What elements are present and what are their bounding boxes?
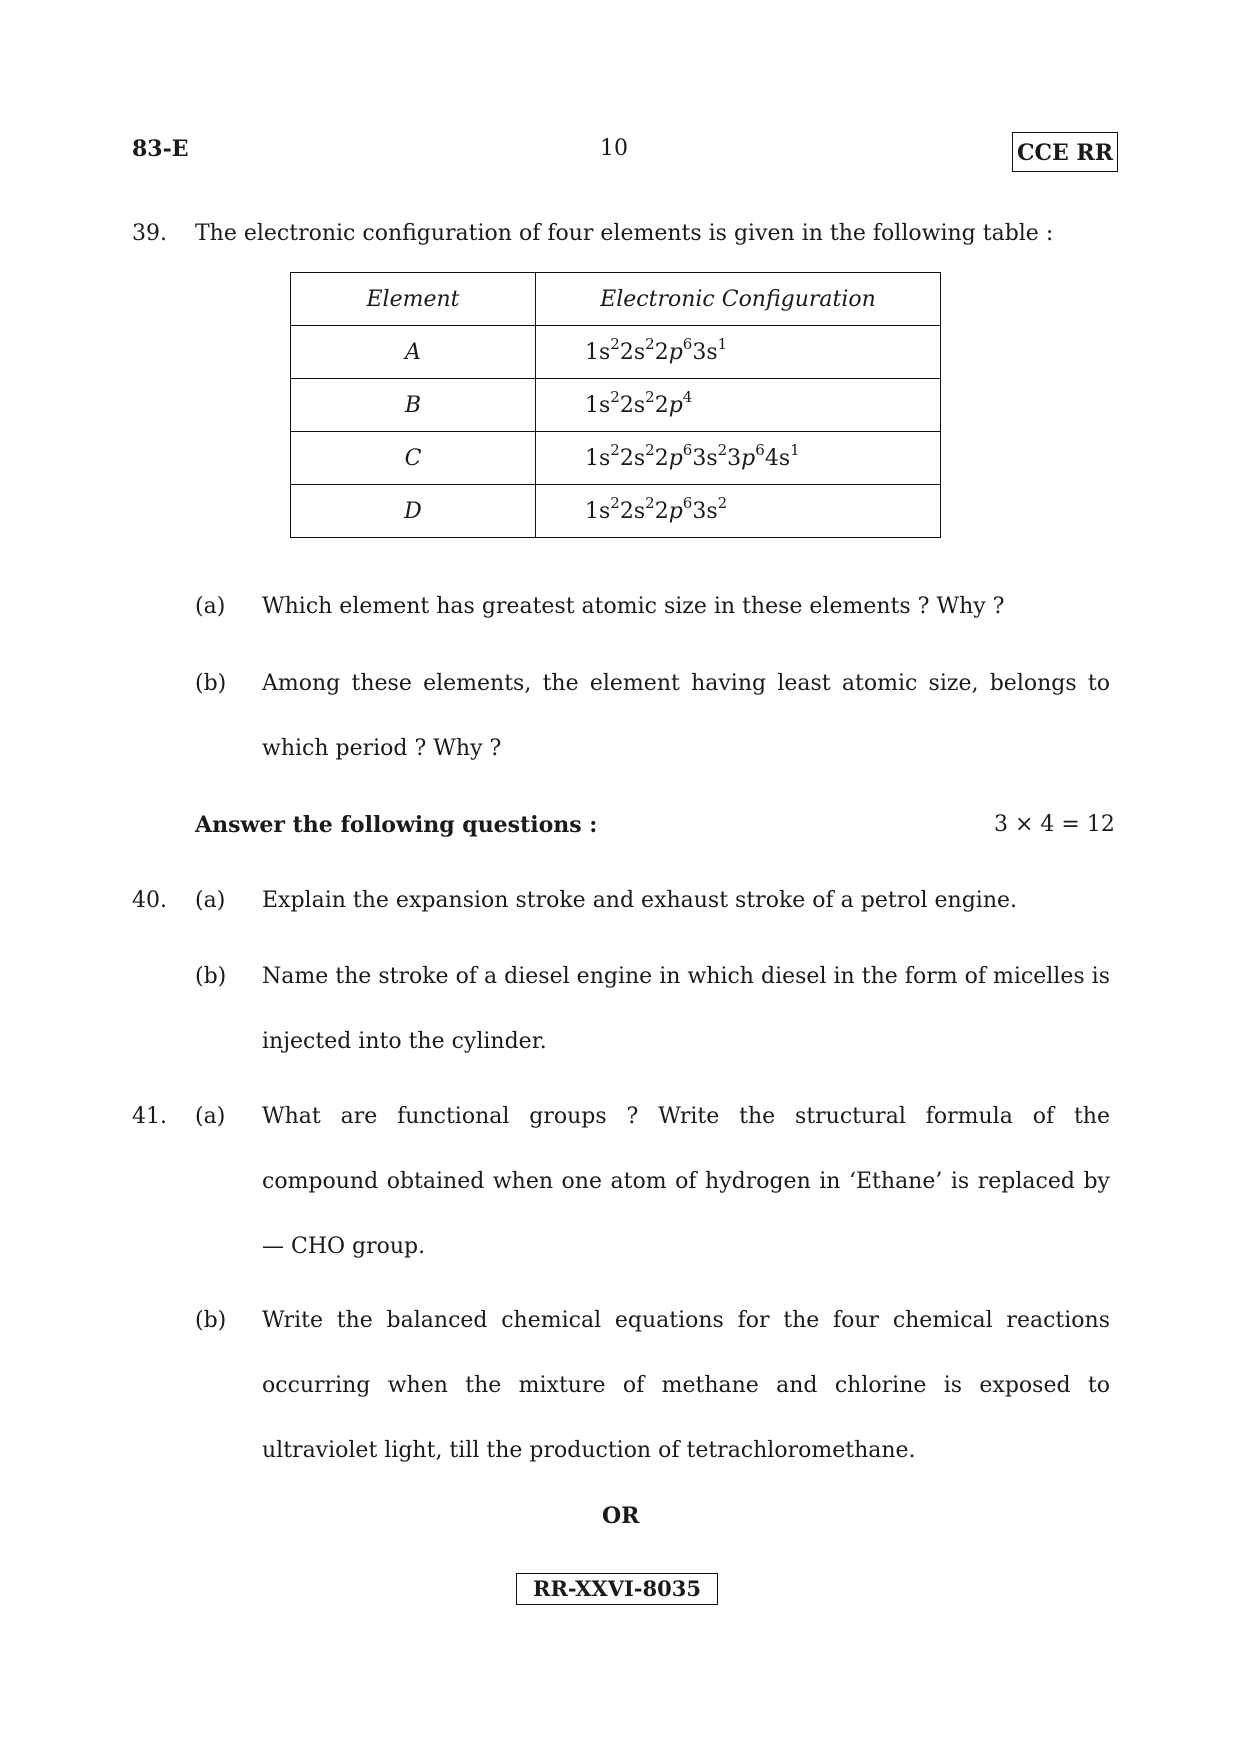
series-box: CCE RR xyxy=(1012,132,1118,172)
question-39a-text: Which element has greatest atomic size in these elements ? Why ? xyxy=(262,594,1005,619)
question-39b-line2: which period ? Why ? xyxy=(262,736,502,761)
orbital-subshell: s xyxy=(706,445,718,471)
electron-count: 2 xyxy=(610,440,620,459)
orbital-shell: 2 xyxy=(654,339,669,365)
orbital-shell: 1 xyxy=(585,445,599,471)
orbital-subshell: s xyxy=(599,339,611,365)
orbital-subshell: s xyxy=(706,498,718,524)
question-41a-line3: — CHO group. xyxy=(262,1234,426,1259)
question-41-number: 41. xyxy=(132,1104,167,1129)
electron-count: 6 xyxy=(682,493,693,512)
config-cell xyxy=(536,326,941,379)
element-cell: D xyxy=(291,485,536,538)
electron-count: 4 xyxy=(682,387,693,406)
question-41a-line2: compound obtained when one atom of hydrogen in ‘Ethane’ is replaced by xyxy=(262,1169,1110,1194)
electron-count: 2 xyxy=(610,493,620,512)
table-row xyxy=(291,432,941,485)
orbital-subshell: p xyxy=(741,445,756,471)
table-row xyxy=(291,326,941,379)
electron-count: 6 xyxy=(682,334,693,353)
question-41b-label: (b) xyxy=(195,1308,227,1333)
question-41b-line3: ultraviolet light, till the production of tetrachloromethane. xyxy=(262,1438,916,1463)
orbital-subshell: s xyxy=(633,392,646,418)
section-marks: 3 × 4 = 12 xyxy=(994,812,1115,837)
question-40b-line1: Name the stroke of a diesel engine in which diesel in the form of micelles is xyxy=(262,964,1110,989)
question-39b-line1: Among these elements, the element having least atomic size, belongs to xyxy=(262,671,1110,696)
orbital-subshell: s xyxy=(633,445,646,471)
orbital-shell: 3 xyxy=(692,339,707,365)
element-cell: B xyxy=(291,379,536,432)
header-element: Element xyxy=(291,273,536,326)
question-40a-label: (a) xyxy=(195,888,226,913)
electron-count: 1 xyxy=(717,334,728,353)
electron-count: 2 xyxy=(717,493,728,512)
orbital-shell: 3 xyxy=(692,498,707,524)
paper-code: 83-E xyxy=(132,136,189,162)
question-41a-line1: What are functional groups ? Write the structural formula of the xyxy=(262,1104,1110,1129)
question-41a-label: (a) xyxy=(195,1104,226,1129)
orbital-shell: 2 xyxy=(619,339,634,365)
config-cell xyxy=(536,485,941,538)
orbital-shell: 2 xyxy=(619,498,634,524)
electronic-configuration-table xyxy=(290,272,941,538)
electron-count: 6 xyxy=(755,440,765,459)
question-40-number: 40. xyxy=(132,888,167,913)
orbital-shell: 4 xyxy=(764,445,779,471)
section-heading: Answer the following questions : xyxy=(195,812,598,838)
question-40a-text: Explain the expansion stroke and exhaust stroke of a petrol engine. xyxy=(262,888,1018,913)
orbital-shell: 3 xyxy=(692,445,707,471)
config-cell xyxy=(536,432,941,485)
table-row xyxy=(291,485,941,538)
orbital-subshell: s xyxy=(599,392,611,418)
orbital-subshell: s xyxy=(599,498,611,524)
orbital-subshell: p xyxy=(668,445,683,471)
electron-count: 2 xyxy=(717,440,728,459)
orbital-shell: 3 xyxy=(727,445,742,471)
footer-code: RR-XXVI-8035 xyxy=(516,1573,718,1605)
question-39-text: The electronic configuration of four elements is given in the following table : xyxy=(195,221,1054,246)
element-cell: A xyxy=(291,326,536,379)
orbital-shell: 2 xyxy=(654,445,669,471)
orbital-subshell: s xyxy=(706,339,718,365)
header-configuration: Electronic Configuration xyxy=(536,273,941,326)
orbital-shell: 1 xyxy=(585,339,599,365)
table-row xyxy=(291,379,941,432)
question-39b-label: (b) xyxy=(195,671,227,696)
electron-count: 2 xyxy=(645,493,655,512)
electron-count: 1 xyxy=(790,440,800,459)
question-40b-label: (b) xyxy=(195,964,227,989)
electron-count: 2 xyxy=(645,334,655,353)
question-40b-line2: injected into the cylinder. xyxy=(262,1029,547,1054)
electron-count: 2 xyxy=(610,334,620,353)
orbital-shell: 2 xyxy=(619,445,634,471)
electron-count: 2 xyxy=(645,440,655,459)
orbital-shell: 2 xyxy=(654,392,669,418)
orbital-shell: 2 xyxy=(619,392,634,418)
orbital-subshell: s xyxy=(599,445,611,471)
orbital-subshell: p xyxy=(668,392,683,418)
element-cell: C xyxy=(291,432,536,485)
electron-count: 2 xyxy=(645,387,655,406)
orbital-subshell: s xyxy=(633,339,646,365)
electron-count: 2 xyxy=(610,387,620,406)
electron-count: 6 xyxy=(682,440,693,459)
or-divider: OR xyxy=(602,1503,640,1529)
orbital-shell: 1 xyxy=(585,498,599,524)
orbital-shell: 1 xyxy=(585,392,599,418)
question-41b-line2: occurring when the mixture of methane and chlorine is exposed to xyxy=(262,1373,1110,1398)
orbital-subshell: p xyxy=(668,498,683,524)
orbital-subshell: s xyxy=(778,445,791,471)
question-41b-line1: Write the balanced chemical equations for the four chemical reactions xyxy=(262,1308,1110,1333)
question-39a-label: (a) xyxy=(195,594,226,619)
orbital-subshell: p xyxy=(668,339,683,365)
config-cell xyxy=(536,379,941,432)
question-39-number: 39. xyxy=(132,221,167,246)
orbital-subshell: s xyxy=(633,498,646,524)
page-number: 10 xyxy=(600,136,628,161)
orbital-shell: 2 xyxy=(654,498,669,524)
table-header-row xyxy=(291,273,941,326)
